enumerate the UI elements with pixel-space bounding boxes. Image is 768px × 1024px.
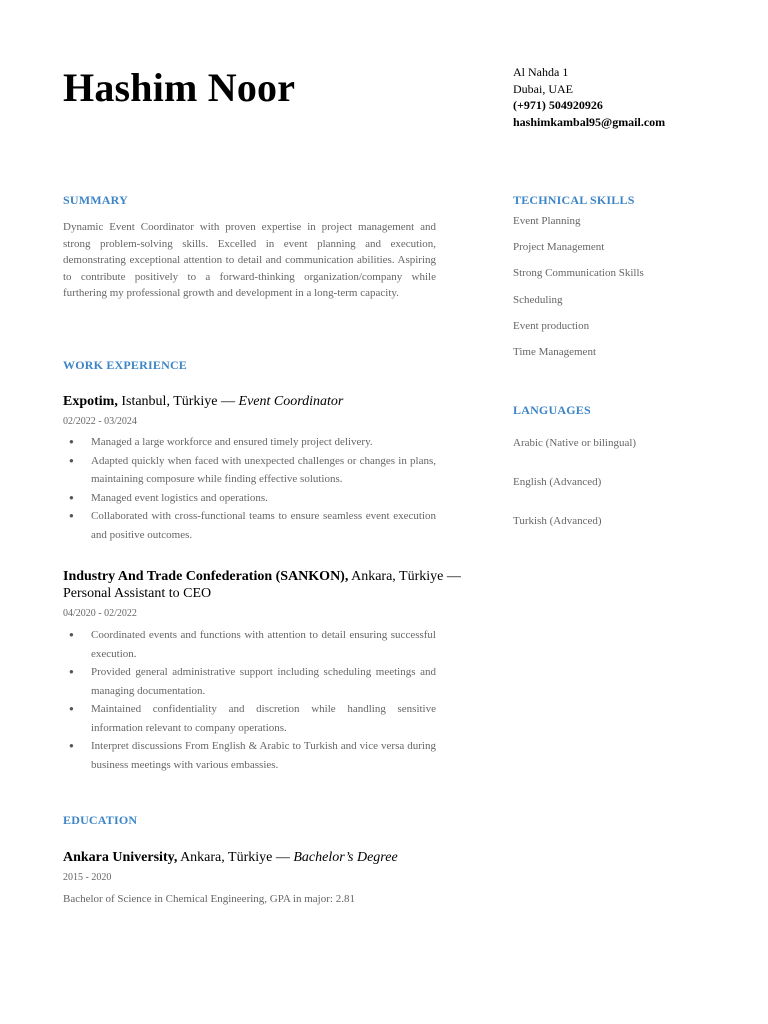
list-item: ● Coordinated events and functions with attention to detail ensuring successful execution. <box>63 626 436 663</box>
job-org: Industry And Trade Confederation (SANKON), <box>63 569 349 584</box>
address-line-2: Dubai, UAE <box>513 81 573 96</box>
list-item: ● Adapted quickly when faced with unexpected challenges or changes in plans, maintaining composure while finding effective solutions. <box>63 452 436 489</box>
skills-list <box>513 215 644 372</box>
job-dates-1: 02/2022 - 03/2024 <box>63 416 137 427</box>
language-item: English (Advanced) <box>513 476 602 488</box>
technical-skills-heading: TECHNICAL SKILLS <box>513 193 635 207</box>
list-item: ● Collaborated with cross-functional teams to ensure seamless event execution and positive outcomes. <box>63 507 436 544</box>
skill-item: Scheduling <box>513 293 563 306</box>
list-item: ● Maintained confidentiality and discretion while handling sensitive information relevant to company operations. <box>63 700 436 737</box>
education-title <box>63 849 463 866</box>
skill-item: Time Management <box>513 345 596 358</box>
list-item: ● Interpret discussions From English & Arabic to Turkish and vice versa during business meetings with various embassies. <box>63 737 436 774</box>
address-line-1: Al Nahda 1 <box>513 65 569 79</box>
skill-item: Strong Communication Skills <box>513 267 644 280</box>
list-item: ● Managed event logistics and operations. <box>63 489 436 508</box>
candidate-name: Hashim Noor <box>63 65 296 110</box>
work-experience-heading: WORK EXPERIENCE <box>63 358 188 372</box>
job-role: Personal Assistant to CEO <box>63 586 212 601</box>
summary-heading: SUMMARY <box>63 193 128 207</box>
languages-list <box>513 437 636 554</box>
job-role: Event Coordinator <box>238 394 344 409</box>
job-title-1 <box>63 393 463 410</box>
education-degree: Bachelor’s Degree <box>293 850 398 865</box>
list-item: ● Managed a large workforce and ensured timely project delivery. <box>63 433 436 452</box>
education-dates: 2015 - 2020 <box>63 872 112 883</box>
language-item: Turkish (Advanced) <box>513 515 602 527</box>
education-org: Ankara University, <box>63 850 178 865</box>
job-bullets-2 <box>63 626 436 774</box>
education-heading: EDUCATION <box>63 813 138 827</box>
skill-item: Project Management <box>513 241 605 254</box>
languages-heading: LANGUAGES <box>513 403 591 417</box>
job-title-2 <box>63 568 463 602</box>
job-org: Expotim, <box>63 394 118 409</box>
language-item: Arabic (Native or bilingual) <box>513 437 637 449</box>
list-item: ● Provided general administrative support including scheduling meetings and managing documentation. <box>63 663 436 700</box>
job-location: Istanbul, Türkiye — <box>117 394 239 409</box>
email-address: hashimkambal95@gmail.com <box>513 114 666 129</box>
education-location: Ankara, Türkiye — <box>177 850 294 865</box>
job-dates-2: 04/2020 - 02/2022 <box>63 608 137 619</box>
job-bullets-1 <box>63 433 436 544</box>
summary-text: Dynamic Event Coordinator with proven expertise in project management and strong problem-solving skills. Excelled in event planning and execution, demonstrating exceptional attention to detail and communication abilities. Aspiring to contribute positively to a forward-thinking organization/company while furthering my professional growth and development in a long-term capacity. <box>63 221 436 300</box>
education-detail: Bachelor of Science in Chemical Engineering, GPA in major: 2.81 <box>63 893 355 905</box>
skill-item: Event production <box>513 319 590 332</box>
contact-block <box>513 64 665 130</box>
phone-number: (+971) 504920926 <box>513 98 603 112</box>
skill-item: Event Planning <box>513 215 581 227</box>
job-location: Ankara, Türkiye — <box>348 569 461 584</box>
